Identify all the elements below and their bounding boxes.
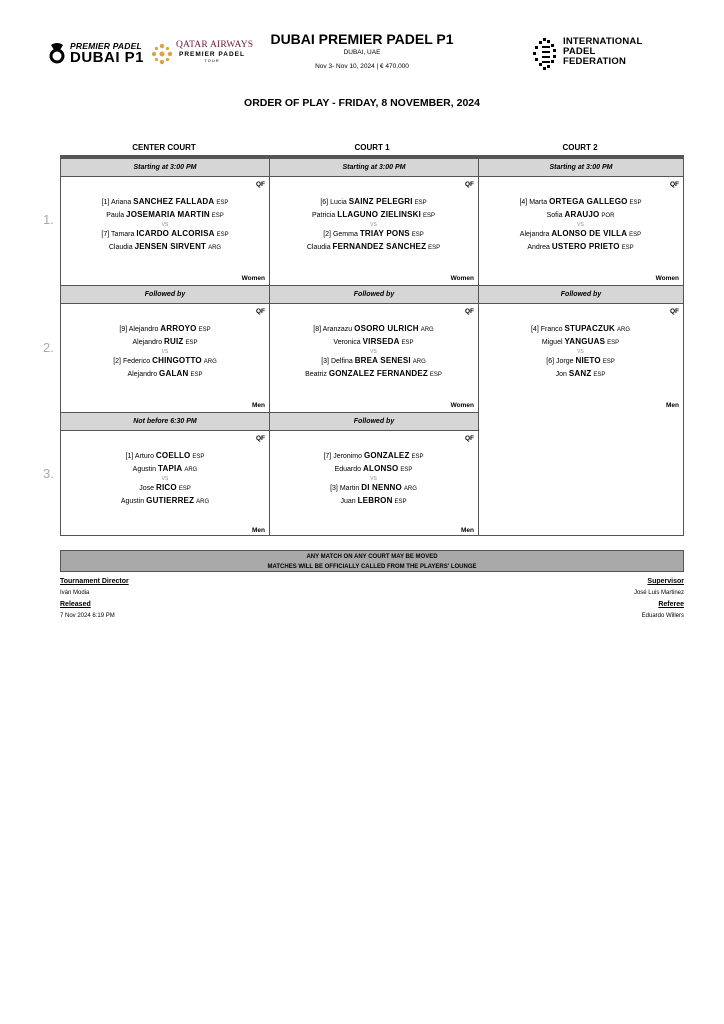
player-last-name: RUIZ: [164, 337, 184, 346]
player-first-name: Jeronimo: [333, 453, 362, 460]
player-nationality: POR: [601, 213, 615, 219]
row-number: 1.: [43, 212, 54, 227]
match-cell: [269, 177, 478, 285]
player-seed: [1]: [101, 199, 110, 206]
player-line: [61, 450, 269, 463]
player-last-name: YANGUAS: [564, 337, 606, 346]
player-first-name: Lucia: [330, 199, 347, 206]
player-first-name: Jon: [555, 371, 567, 378]
match-time-bar: Starting at 3:00 PM: [478, 158, 683, 177]
match-round: QF: [255, 308, 265, 315]
court-header-center: CENTER COURT: [132, 143, 196, 152]
federation-name: [563, 37, 642, 67]
player-line: [269, 228, 478, 241]
match-category: Women: [450, 402, 474, 409]
notice-line1: ANY MATCH ON ANY COURT MAY BE MOVED: [306, 554, 438, 560]
match-time-bar: Followed by: [478, 285, 683, 304]
player-line: [269, 323, 478, 336]
match-round: QF: [464, 435, 474, 442]
player-last-name: ALONSO DE VILLA: [551, 229, 628, 238]
match-players: [269, 450, 478, 508]
match-cell: [61, 431, 269, 537]
player-line: [478, 355, 683, 368]
player-last-name: COELLO: [155, 451, 191, 460]
match-cell: [478, 177, 683, 285]
player-nationality: ARG: [196, 499, 210, 505]
versus-label: VS: [577, 222, 584, 228]
player-seed: [6]: [320, 199, 329, 206]
match-time-bar: Followed by: [269, 412, 478, 431]
match-players: [61, 450, 269, 508]
player-last-name: NIETO: [575, 356, 601, 365]
director-label: Tournament Director: [60, 578, 129, 585]
sponsor-line2: PREMIER PADEL: [179, 51, 245, 58]
player-last-name: STUPACZUK: [564, 324, 616, 333]
player-first-name: Martin: [339, 485, 360, 492]
player-nationality: ESP: [602, 359, 615, 365]
player-seed: [7]: [323, 453, 332, 460]
player-first-name: Claudia: [306, 244, 331, 251]
player-line: [61, 323, 269, 336]
federation-mark-icon: [530, 36, 560, 72]
match-players: [478, 196, 683, 254]
player-nationality: ESP: [593, 372, 606, 378]
player-nationality: ARG: [184, 467, 198, 473]
player-last-name: ARROYO: [160, 324, 197, 333]
player-line: [269, 355, 478, 368]
player-line: [269, 495, 478, 508]
notice-box: [60, 550, 684, 572]
player-nationality: ESP: [211, 213, 224, 219]
player-first-name: Tamara: [111, 231, 135, 238]
match-category: Men: [666, 402, 679, 409]
player-line: [478, 228, 683, 241]
player-nationality: ESP: [429, 372, 442, 378]
match-category: Women: [241, 275, 265, 282]
player-line: [269, 463, 478, 476]
player-line: [478, 241, 683, 254]
player-first-name: Jose: [139, 485, 155, 492]
player-last-name: SANZ: [568, 369, 592, 378]
player-line: [478, 323, 683, 336]
player-nationality: ESP: [198, 327, 211, 333]
sponsor-line1: QATAR AIRWAYS: [176, 40, 254, 50]
player-first-name: Delfina: [330, 358, 353, 365]
player-line: [478, 336, 683, 349]
player-nationality: ESP: [190, 372, 203, 378]
player-first-name: Agustin: [132, 466, 157, 473]
tournament-location: DUBAI, UAE: [343, 49, 381, 56]
player-last-name: ALONSO: [363, 464, 399, 473]
player-last-name: RICO: [155, 483, 177, 492]
tournament-dates-prize: Nov 3- Nov 10, 2024 | € 470,000: [315, 63, 409, 70]
player-nationality: ARG: [203, 359, 217, 365]
premier-padel-logo: [48, 40, 148, 70]
player-last-name: TRIAY PONS: [359, 229, 410, 238]
player-seed: [3]: [330, 485, 338, 492]
versus-label: VS: [161, 349, 169, 355]
match-players: [478, 323, 683, 381]
player-nationality: ESP: [216, 232, 229, 238]
match-cell: [478, 304, 683, 412]
player-nationality: ARG: [403, 486, 417, 492]
player-nationality: ESP: [423, 213, 436, 219]
player-nationality: ESP: [400, 467, 413, 473]
brand-line1: PREMIER PADEL: [70, 41, 142, 51]
player-nationality: ESP: [216, 200, 229, 206]
released-value: 7 Nov 2024 6:19 PM: [60, 613, 115, 619]
match-time-bar: Starting at 3:00 PM: [269, 158, 478, 177]
player-nationality: ESP: [428, 245, 441, 251]
supervisor-label: Supervisor: [647, 578, 684, 585]
player-nationality: ESP: [621, 245, 634, 251]
player-seed: [2]: [113, 358, 122, 365]
match-players: [269, 323, 478, 381]
player-last-name: JENSEN SIRVENT: [134, 242, 207, 251]
player-nationality: ESP: [411, 454, 424, 460]
player-nationality: ARG: [208, 245, 222, 251]
player-nationality: ESP: [607, 340, 620, 346]
player-line: [61, 355, 269, 368]
player-nationality: ESP: [629, 200, 642, 206]
player-nationality: ARG: [412, 359, 426, 365]
player-last-name: GONZALEZ FERNANDEZ: [328, 369, 428, 378]
order-of-play-grid: [60, 155, 684, 536]
player-first-name: Juan: [340, 498, 356, 505]
player-last-name: ORTEGA GALLEGO: [549, 197, 628, 206]
player-nationality: ESP: [414, 200, 427, 206]
player-first-name: Beatriz: [305, 371, 327, 378]
brand-line2: DUBAI P1: [70, 49, 145, 66]
player-first-name: Claudia: [108, 244, 133, 251]
notice-line2: MATCHES WILL BE OFFICIALLY CALLED FROM THE PLAYERS' LOUNGE: [267, 564, 477, 570]
player-line: [61, 209, 269, 222]
player-last-name: JOSEMARIA MARTIN: [126, 210, 210, 219]
player-first-name: Alejandra: [519, 231, 550, 238]
match-players: [61, 323, 269, 381]
player-first-name: Miguel: [541, 339, 563, 346]
player-nationality: ESP: [411, 232, 424, 238]
player-last-name: TAPIA: [157, 464, 183, 473]
player-first-name: Franco: [540, 326, 563, 333]
supervisor-name: José Luis Martinez: [633, 590, 684, 596]
player-line: [269, 196, 478, 209]
player-last-name: GALAN: [159, 369, 189, 378]
versus-label: VS: [161, 476, 169, 482]
player-nationality: ESP: [394, 499, 407, 505]
match-cell: [269, 431, 478, 537]
player-nationality: ESP: [629, 232, 642, 238]
player-first-name: Jorge: [556, 358, 574, 365]
match-category: Men: [461, 527, 474, 534]
player-nationality: ESP: [401, 340, 414, 346]
player-line: [269, 209, 478, 222]
player-first-name: Patricia: [311, 212, 336, 219]
match-category: Men: [252, 527, 265, 534]
match-category: Men: [252, 402, 265, 409]
player-line: [61, 196, 269, 209]
player-line: [269, 368, 478, 381]
player-first-name: Gemma: [332, 231, 358, 238]
player-nationality: ESP: [192, 454, 205, 460]
versus-label: VS: [370, 476, 377, 482]
match-time-bar: Starting at 3:00 PM: [61, 158, 269, 177]
versus-label: VS: [370, 222, 377, 228]
tournament-title: DUBAI PREMIER PADEL P1: [270, 31, 454, 47]
player-seed: [1]: [125, 453, 134, 460]
sponsor-line3: TOUR: [204, 58, 220, 63]
player-line: [478, 368, 683, 381]
player-seed: [4]: [530, 326, 539, 333]
sparkle-icon: [150, 42, 174, 66]
player-seed: [7]: [101, 231, 110, 238]
player-last-name: LEBRON: [357, 496, 393, 505]
player-last-name: ICARDO ALCORISA: [136, 229, 215, 238]
player-last-name: LLAGUNO ZIELINSKI: [337, 210, 422, 219]
director-name: Iván Modia: [60, 590, 90, 596]
player-seed: [6]: [546, 358, 555, 365]
player-line: [61, 368, 269, 381]
player-first-name: Marta: [529, 199, 548, 206]
match-round: QF: [255, 435, 265, 442]
player-last-name: ARAUJO: [564, 210, 600, 219]
match-category: Women: [450, 275, 474, 282]
player-last-name: CHINGOTTO: [152, 356, 202, 365]
player-line: [478, 209, 683, 222]
match-round: QF: [669, 181, 679, 188]
player-first-name: Alejandro: [127, 371, 158, 378]
player-nationality: ARG: [420, 327, 434, 333]
match-cell: [61, 304, 269, 412]
player-last-name: GONZALEZ: [363, 451, 410, 460]
federation-line2: PADEL: [563, 46, 596, 57]
match-round: QF: [255, 181, 265, 188]
player-seed: [9]: [119, 326, 128, 333]
federation-line1: INTERNATIONAL: [563, 36, 643, 47]
player-line: [478, 196, 683, 209]
player-last-name: SAINZ PELEGRI: [348, 197, 413, 206]
player-line: [269, 450, 478, 463]
referee-label: Referee: [658, 601, 684, 608]
match-time-bar: Followed by: [61, 285, 269, 304]
player-first-name: Andrea: [527, 244, 550, 251]
player-line: [269, 482, 478, 495]
player-first-name: Eduardo: [334, 466, 362, 473]
row-number: 3.: [43, 466, 54, 481]
player-line: [61, 241, 269, 254]
player-line: [61, 336, 269, 349]
player-last-name: USTERO PRIETO: [551, 242, 620, 251]
player-seed: [8]: [313, 326, 322, 333]
player-first-name: Federico: [122, 358, 151, 365]
player-last-name: BREA SENESI: [354, 356, 411, 365]
player-seed: [3]: [321, 358, 329, 365]
match-category: Women: [655, 275, 679, 282]
player-seed: [2]: [323, 231, 331, 238]
referee-name: Eduardo Willers: [641, 613, 684, 619]
player-last-name: GUTIERREZ: [146, 496, 195, 505]
row-number: 2.: [43, 340, 54, 355]
player-line: [269, 241, 478, 254]
premier-padel-mark-icon: [48, 42, 66, 64]
versus-label: VS: [370, 349, 377, 355]
court-header-court1: COURT 1: [354, 143, 390, 152]
player-last-name: SANCHEZ FALLADA: [133, 197, 215, 206]
match-players: [61, 196, 269, 254]
federation-line3: FEDERATION: [563, 56, 627, 67]
versus-label: VS: [161, 222, 169, 228]
player-first-name: Ariana: [110, 199, 132, 206]
player-line: [61, 482, 269, 495]
match-round: QF: [464, 181, 474, 188]
match-cell: [269, 304, 478, 412]
player-first-name: Veronica: [333, 339, 361, 346]
player-first-name: Alejandro: [132, 339, 163, 346]
player-first-name: Aranzazu: [322, 326, 353, 333]
player-nationality: ESP: [178, 486, 191, 492]
player-first-name: Agustin: [120, 498, 145, 505]
released-label: Released: [60, 601, 91, 608]
player-seed: [4]: [519, 199, 528, 206]
versus-label: VS: [577, 349, 584, 355]
player-last-name: OSORO ULRICH: [354, 324, 419, 333]
player-line: [61, 495, 269, 508]
player-first-name: Arturo: [134, 453, 154, 460]
match-time-bar: Followed by: [269, 285, 478, 304]
player-nationality: ESP: [185, 340, 198, 346]
player-last-name: FERNANDEZ SANCHEZ: [332, 242, 427, 251]
match-round: QF: [669, 308, 679, 315]
match-time-bar: Not before 6:30 PM: [61, 412, 269, 431]
player-last-name: VIRSEDA: [362, 337, 400, 346]
court-header-court2: COURT 2: [562, 143, 598, 152]
player-first-name: Alejandro: [128, 326, 159, 333]
player-line: [61, 228, 269, 241]
player-nationality: ARG: [616, 327, 630, 333]
player-last-name: DI NENNO: [361, 483, 402, 492]
player-first-name: Sofia: [546, 212, 563, 219]
order-of-play-title: ORDER OF PLAY - FRIDAY, 8 NOVEMBER, 2024: [244, 97, 480, 109]
player-first-name: Paula: [106, 212, 125, 219]
player-line: [61, 463, 269, 476]
player-line: [269, 336, 478, 349]
match-cell: [61, 177, 269, 285]
match-players: [269, 196, 478, 254]
match-round: QF: [464, 308, 474, 315]
